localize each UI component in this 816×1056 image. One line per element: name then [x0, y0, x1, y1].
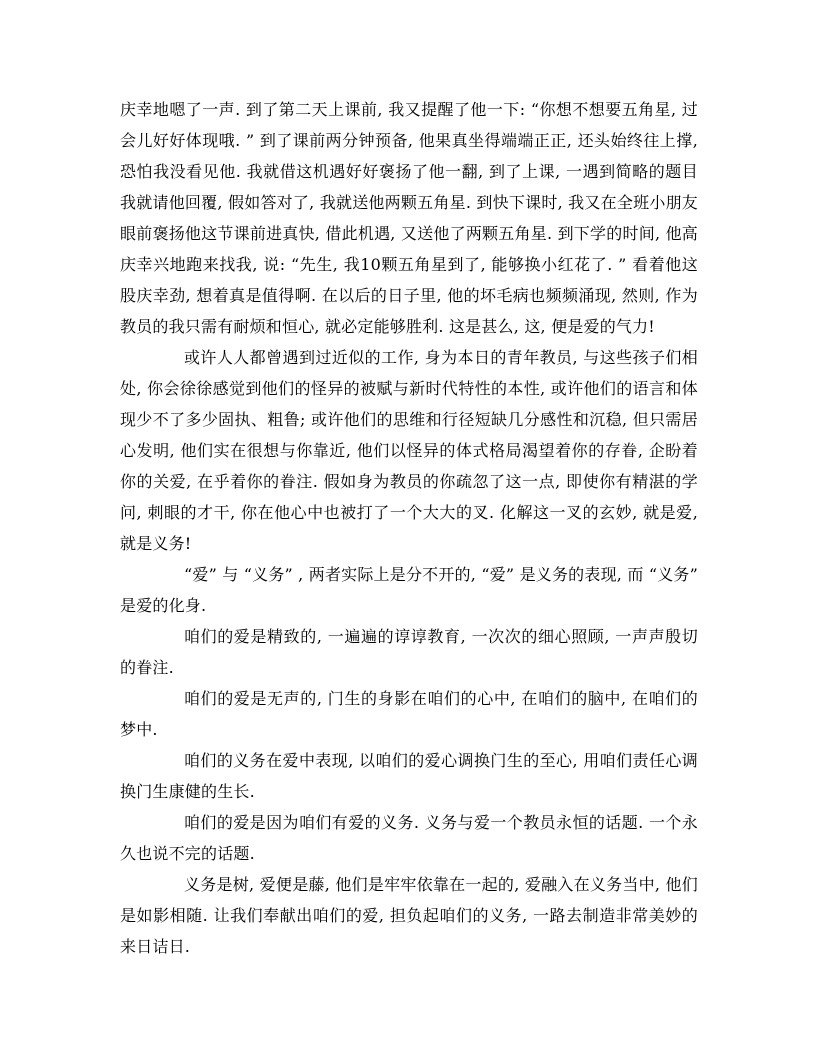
paragraph-2: 或许人人都曾遇到过近似的工作, 身为本日的青年教员, 与这些孩子们相处, 你会徐徐感觉到他们的怪异的被赋与新时代特性的本性, 或许他们的语言和体现少不了多少固执、粗鲁; 或许他们的思维和行径短缺几分感性和沉稳, 但只需居心发明, 他们实在很想与你靠近, 他们以怪异的体式格局渴望着你的存眷, 企盼着你的关爱, 在乎着你的眷注. 假如身为教员的你疏忽了这一点, 即使你有精湛的学问, 刺眼的才干, 你在他心中也被打了一个大大的叉. 化解这一叉的玄妙, 就是爱, 就是义务! — [120, 348, 698, 553]
paragraph-8: 义务是树, 爱便是藤, 他们是牢牢依靠在一起的, 爱融入在义务当中, 他们是如影相随. 让我们奉献出咱们的爱, 担负起咱们的义务, 一路去制造非常美妙的来日诘日. — [120, 875, 698, 956]
paragraph-3: “爱” 与 “义务” , 两者实际上是分不开的, “爱” 是义务的表现, 而 “义务” 是爱的化身. — [120, 565, 698, 615]
paragraph-1: 庆幸地嗯了一声. 到了第二天上课前, 我又提醒了他一下: “你想不想要五角星, 过会儿好好体现哦. ” 到了课前两分钟预备, 他果真坐得端端正正, 还头始终往上撑, 恐怕我没看见他. 我就借这机遇好好褒扬了他一翻, 到了上课, 一遇到简略的题目我就请他回覆, 假如答对了, 我就送他两颗五角星. 到快下课时, 我又在全班小朋友眼前褒扬他这节课前进真快, 借此机遇, 又送他了两颗五角星. 到下学的时间, 他高庆幸兴地跑来找我, 说: “先生, 我10颗五角星到了, 能够换小红花了. ” 看着他这股庆幸劲, 想着真是值得啊. 在以后的日子里, 他的坏毛病也频频涌现, 然则, 作为教员的我只需有耐烦和恒心, 就必定能够胜利. 这是甚么, 这, 便是爱的气力! — [120, 100, 698, 336]
document-body — [120, 94, 698, 962]
paragraph-4: 咱们的爱是精致的, 一遍遍的谆谆教育, 一次次的细心照顾, 一声声殷切的眷注. — [120, 627, 698, 677]
paragraph-6: 咱们的义务在爱中表现, 以咱们的爱心调换门生的至心, 用咱们责任心调换门生康健的生长. — [120, 751, 698, 801]
paragraph-5: 咱们的爱是无声的, 门生的身影在咱们的心中, 在咱们的脑中, 在咱们的梦中. — [120, 689, 698, 739]
paragraph-7: 咱们的爱是因为咱们有爱的义务. 义务与爱一个教员永恒的话题. 一个永久也说不完的话题. — [120, 813, 698, 863]
